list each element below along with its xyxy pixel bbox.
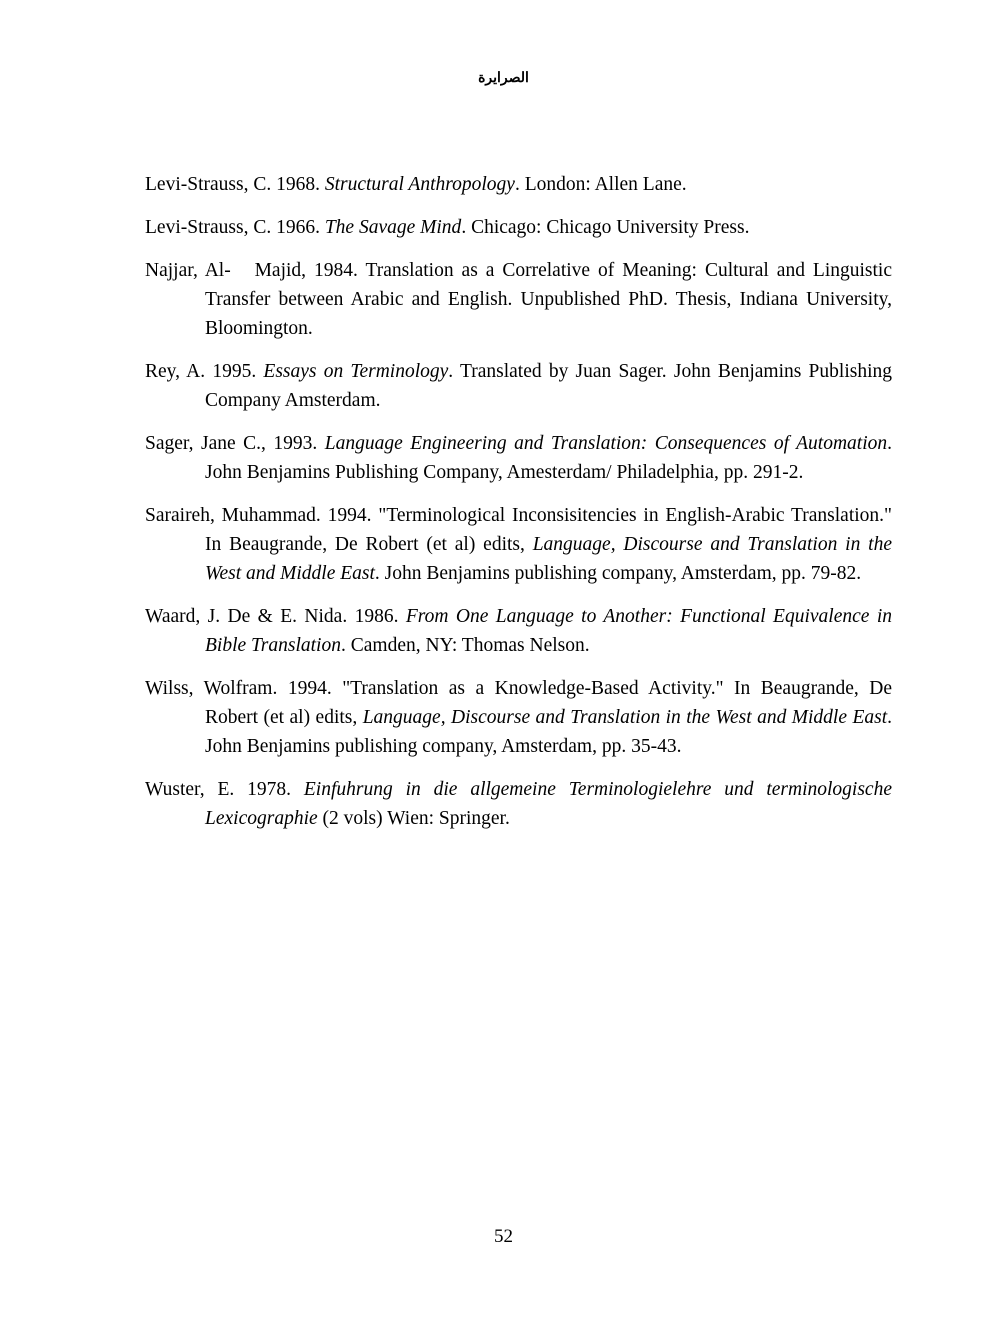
reference-text: . John Benjamins Publishing Company, Amesterdam/ Philadelphia, pp. 291-2.	[205, 433, 892, 483]
reference-text: . John Benjamins publishing company, Amsterdam, pp. 79-82.	[374, 563, 862, 584]
reference-title-italic: Structural Anthropology	[324, 174, 515, 195]
reference-item	[145, 170, 892, 199]
reference-text: Levi-Strauss, C. 1966.	[145, 217, 325, 238]
reference-item	[145, 501, 892, 588]
reference-text: Wuster, E. 1978.	[145, 779, 304, 800]
references-list	[145, 170, 892, 847]
page-number: 52	[494, 1226, 513, 1247]
reference-title-italic: Language, Discourse and Translation in the West and Middle East	[362, 707, 888, 728]
reference-text: Najjar, Al- Majid, 1984. Translation as a Correlative of Meaning: Cultural and Linguistic Transfer between Arabic and English. Unpublished PhD. Thesis, Indiana University, Bloomington.	[145, 260, 892, 339]
reference-text: . John Benjamins publishing company, Amsterdam, pp. 35-43.	[205, 707, 892, 757]
reference-item	[145, 256, 892, 343]
reference-text: . Chicago: Chicago University Press.	[461, 217, 750, 238]
reference-title-italic: Language, Discourse and Translation in the West and Middle East	[205, 534, 892, 584]
reference-item	[145, 674, 892, 761]
reference-text: . Translated by Juan Sager. John Benjamins Publishing Company Amsterdam.	[205, 361, 892, 411]
reference-text: (2 vols) Wien: Springer.	[317, 808, 510, 829]
reference-text: Waard, J. De & E. Nida. 1986.	[145, 606, 406, 627]
reference-title-italic: Language Engineering and Translation: Consequences of Automation	[324, 433, 888, 454]
reference-text: . London: Allen Lane.	[514, 174, 687, 195]
reference-text: Levi-Strauss, C. 1968.	[145, 174, 325, 195]
reference-item	[145, 357, 892, 415]
reference-item	[145, 775, 892, 833]
reference-title-italic: From One Language to Another: Functional Equivalence in Bible Translation	[205, 606, 892, 656]
reference-text: Sager, Jane C., 1993.	[145, 433, 325, 454]
reference-item	[145, 213, 892, 242]
page-header-arabic: الصرايرة	[478, 71, 529, 86]
reference-title-italic: The Savage Mind	[324, 217, 462, 238]
reference-item	[145, 429, 892, 487]
reference-text: . Camden, NY: Thomas Nelson.	[340, 635, 590, 656]
reference-item	[145, 602, 892, 660]
reference-title-italic: Einfuhrung in die allgemeine Terminologielehre und terminologische Lexicographie	[205, 779, 892, 829]
reference-text: Saraireh, Muhammad. 1994. "Terminological Inconsisitencies in English-Arabic Translation." In Beaugrande, De Robert (et al) edits,	[145, 505, 892, 555]
reference-text: Wilss, Wolfram. 1994. "Translation as a Knowledge-Based Activity." In Beaugrande, De Robert (et al) edits,	[145, 678, 892, 728]
reference-title-italic: Essays on Terminology	[263, 361, 449, 382]
reference-text: Rey, A. 1995.	[145, 361, 264, 382]
